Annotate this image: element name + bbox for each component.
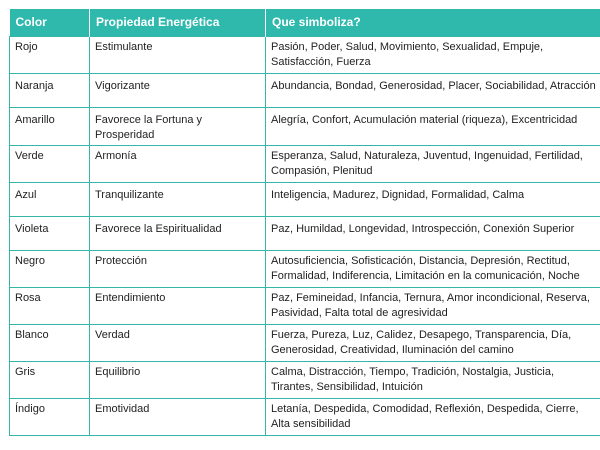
cell-color: Índigo	[10, 399, 90, 436]
cell-property: Entendimiento	[90, 288, 266, 325]
cell-property: Protección	[90, 251, 266, 288]
table-row	[10, 362, 600, 399]
cell-color: Rojo	[10, 37, 90, 74]
table-row	[10, 288, 600, 325]
table-row	[10, 251, 600, 288]
cell-color: Violeta	[10, 217, 90, 251]
cell-color: Naranja	[10, 74, 90, 108]
cell-symbolism: Pasión, Poder, Salud, Movimiento, Sexualidad, Empuje, Satisfacción, Fuerza	[266, 37, 600, 74]
cell-symbolism: Esperanza, Salud, Naturaleza, Juventud, Ingenuidad, Fertilidad, Compasión, Plenitud	[266, 146, 600, 183]
cell-property: Favorece la Fortuna y Prosperidad	[90, 108, 266, 146]
cell-symbolism: Inteligencia, Madurez, Dignidad, Formalidad, Calma	[266, 183, 600, 217]
table-row	[10, 37, 600, 74]
header-color: Color	[10, 9, 90, 37]
table-row	[10, 217, 600, 251]
cell-color: Rosa	[10, 288, 90, 325]
cell-symbolism: Abundancia, Bondad, Generosidad, Placer, Sociabilidad, Atracción	[266, 74, 600, 108]
cell-property: Tranquilizante	[90, 183, 266, 217]
cell-color: Verde	[10, 146, 90, 183]
cell-property: Equilibrio	[90, 362, 266, 399]
cell-symbolism: Letanía, Despedida, Comodidad, Reflexión, Despedida, Cierre, Alta sensibilidad	[266, 399, 600, 436]
color-symbolism-table	[9, 9, 600, 436]
cell-property: Estimulante	[90, 37, 266, 74]
cell-property: Emotividad	[90, 399, 266, 436]
cell-symbolism: Calma, Distracción, Tiempo, Tradición, Nostalgia, Justicia, Tirantes, Sensibilidad, Intuición	[266, 362, 600, 399]
table-header-row	[10, 9, 600, 37]
table-row	[10, 183, 600, 217]
cell-symbolism: Alegría, Confort, Acumulación material (riqueza), Excentricidad	[266, 108, 600, 146]
cell-symbolism: Autosuficiencia, Sofisticación, Distancia, Depresión, Rectitud, Formalidad, Indiferencia, Limitación en la comunicación, Noche	[266, 251, 600, 288]
cell-symbolism: Paz, Femineidad, Infancia, Ternura, Amor incondicional, Reserva, Pasividad, Falta total de agresividad	[266, 288, 600, 325]
cell-color: Amarillo	[10, 108, 90, 146]
color-symbolism-table-container	[9, 9, 600, 436]
cell-color: Blanco	[10, 325, 90, 362]
table-row	[10, 146, 600, 183]
cell-color: Negro	[10, 251, 90, 288]
table-row	[10, 325, 600, 362]
cell-color: Azul	[10, 183, 90, 217]
header-energetic-property: Propiedad Energética	[90, 9, 266, 37]
cell-property: Verdad	[90, 325, 266, 362]
table-row	[10, 74, 600, 108]
cell-symbolism: Paz, Humildad, Longevidad, Introspección, Conexión Superior	[266, 217, 600, 251]
header-symbolism: Que simboliza?	[266, 9, 600, 37]
cell-property: Vigorizante	[90, 74, 266, 108]
table-row	[10, 399, 600, 436]
table-row	[10, 108, 600, 146]
cell-property: Armonía	[90, 146, 266, 183]
cell-color: Gris	[10, 362, 90, 399]
cell-symbolism: Fuerza, Pureza, Luz, Calidez, Desapego, Transparencia, Día, Generosidad, Creatividad, Iluminación del camino	[266, 325, 600, 362]
cell-property: Favorece la Espiritualidad	[90, 217, 266, 251]
